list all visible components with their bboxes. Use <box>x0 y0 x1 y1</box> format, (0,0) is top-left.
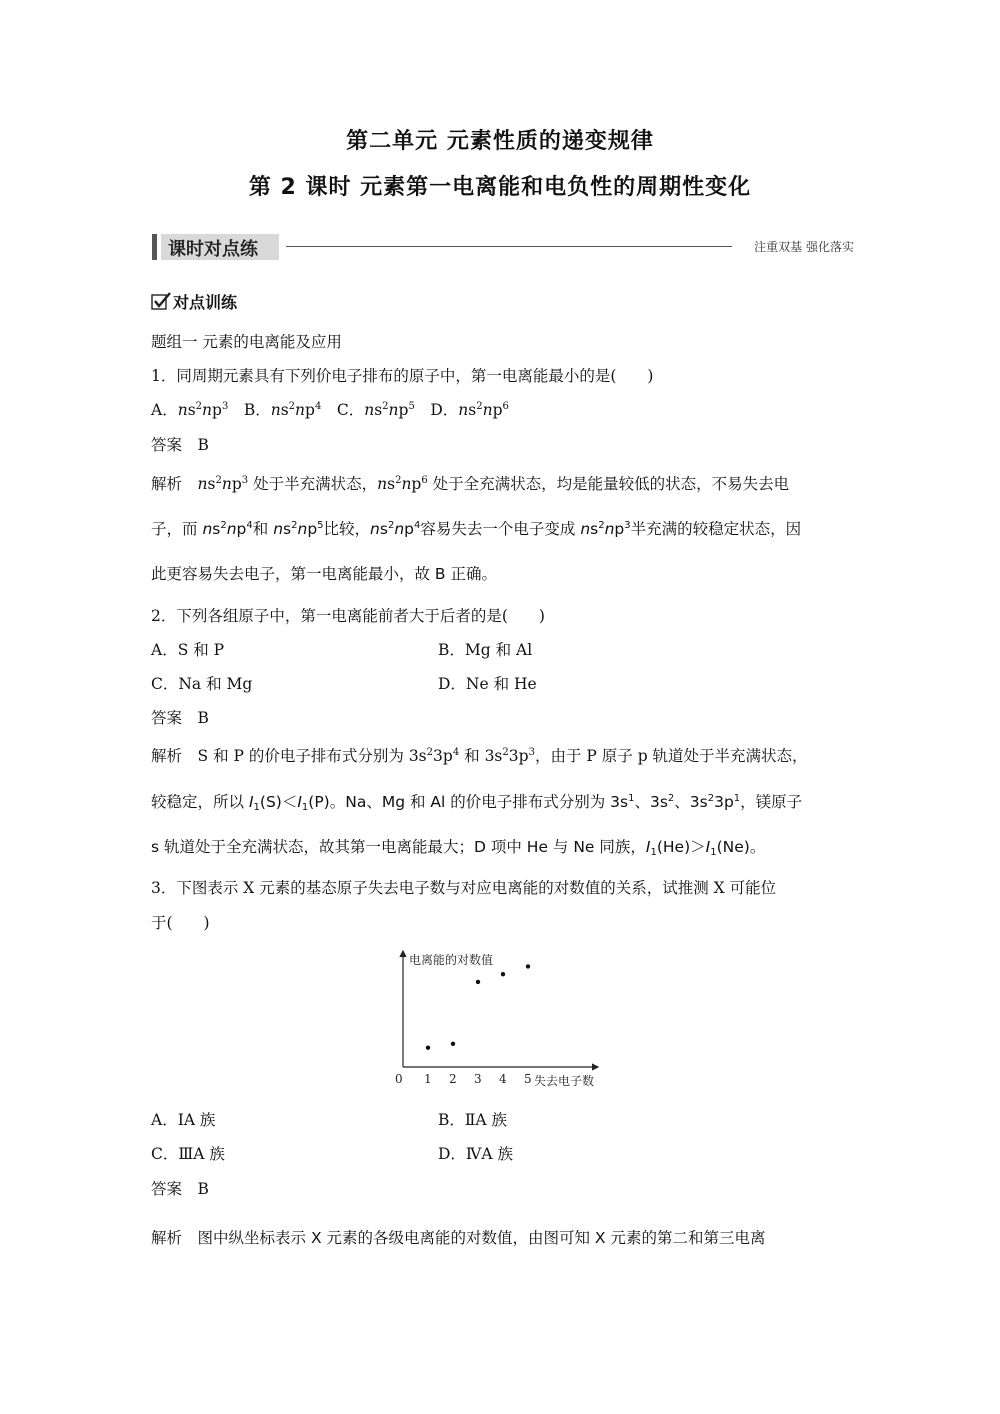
y-axis-label: 电离能的对数值 <box>409 953 494 967</box>
q2-stem: 2．下列各组原子中，第一电离能前者大于后者的是( ) <box>151 607 545 625</box>
group1-title: 题组一 元素的电离能及应用 <box>151 333 342 351</box>
analysis-label: 解析 <box>151 475 183 493</box>
q2-analysis-line3: s 轨道处于全充满状态，故其第一电离能最大；D 项中 He 与 Ne 同族，$I_1(He)>I_1(Ne)$。 <box>151 838 766 858</box>
lesson-unit-title: 第二单元 元素性质的递变规律 <box>346 129 654 154</box>
answer-label: 答案 <box>151 436 183 454</box>
x-axis-label: 失去电子数 <box>534 1074 595 1088</box>
answer-label: 答案 <box>151 1180 183 1198</box>
q3-option-a: A．ⅠA 族 <box>151 1111 216 1129</box>
q2-option-c: C．Na 和 Mg <box>151 675 253 693</box>
q2-answer <box>151 706 209 728</box>
q3-stem-line1: 3．下图表示 X 元素的基态原子失去电子数与对应电离能的对数值的关系，试推测 X 可能位 <box>151 879 777 897</box>
checkbox-check-icon <box>151 292 171 310</box>
q2-option-b: B．Mg 和 Al <box>438 641 533 659</box>
section-divider <box>286 246 732 247</box>
data-point <box>426 1045 430 1049</box>
data-point <box>501 972 505 976</box>
answer-label: 答案 <box>151 709 183 727</box>
q3-stem-line2: 于( ) <box>151 914 210 932</box>
subsection-label: 对点训练 <box>173 293 238 312</box>
q1-answer <box>151 433 209 455</box>
section-label: 课时对点练 <box>168 239 258 260</box>
q1-analysis-line3: 此更容易失去电子，第一电离能最小，故 B 正确。 <box>151 565 497 583</box>
data-point <box>526 964 530 968</box>
analysis-label: 解析 <box>151 747 183 765</box>
q3-analysis-line1 <box>151 1226 851 1248</box>
x-tick-label: 3 <box>474 1072 482 1086</box>
q3-option-c: C．ⅢA 族 <box>151 1145 225 1163</box>
ionization-energy-chart <box>392 945 622 1095</box>
q2-analysis-line1: 解析 S 和 P 的价电子排布式分别为 $3s^23p^4$ 和 $3s^23p^3$，由于 P 原子 p 轨道处于半充满状态， <box>151 747 808 765</box>
x-tick-label: 0 <box>395 1072 403 1086</box>
section-accent-bar <box>152 234 157 260</box>
section-slogan: 注重双基 强化落实 <box>754 240 854 254</box>
x-tick-label: 2 <box>449 1072 457 1086</box>
q2-analysis-line2: 较稳定，所以 $I_1(S)<I_1(P)$。Na、Mg 和 Al 的价电子排布式分别为 $3s^1$、$3s^2$、$3s^23p^1$，镁原子 <box>151 793 803 813</box>
answer-value: B <box>197 709 209 727</box>
subsection-title <box>151 290 237 313</box>
data-point <box>451 1042 455 1046</box>
analysis-text: 图中纵坐标表示 X 元素的各级电离能的对数值，由图可知 X 元素的第二和第三电离 <box>197 1229 766 1247</box>
section-header <box>152 232 852 262</box>
q3-answer <box>151 1177 209 1199</box>
q2-option-d: D．Ne 和 He <box>438 675 537 693</box>
x-tick-label: 1 <box>424 1072 432 1086</box>
q3-option-d: D．ⅣA 族 <box>438 1145 514 1163</box>
x-tick-label: 5 <box>524 1072 532 1086</box>
q1-options: A．$ns^2np^3$ B．$ns^2np^4$ C．$ns^2np^5$ D．$ns^2np^6$ <box>151 401 509 419</box>
answer-value: B <box>197 436 209 454</box>
lesson-period-title: 第 2 课时 元素第一电离能和电负性的周期性变化 <box>248 175 752 200</box>
q2-option-a: A．S 和 P <box>151 641 225 659</box>
q3-option-b: B．ⅡA 族 <box>438 1111 508 1129</box>
q1-analysis-line1: 解析 $ns^2np^3$ 处于半充满状态，$ns^2np^6$ 处于全充满状态，均是能量较低的状态，不易失去电 <box>151 475 790 493</box>
q1-analysis-line2: 子，而 $ns^2np^4$和 $ns^2np^5$比较，$ns^2np^4$容易失去一个电子变成 $ns^2np^3$半充满的较稳定状态，因 <box>151 520 802 538</box>
analysis-label: 解析 <box>151 1229 183 1247</box>
data-point <box>476 980 480 984</box>
x-tick-label: 4 <box>499 1072 507 1086</box>
q1-stem: 1．同周期元素具有下列价电子排布的原子中，第一电离能最小的是( ) <box>151 367 654 385</box>
answer-value: B <box>197 1180 209 1198</box>
